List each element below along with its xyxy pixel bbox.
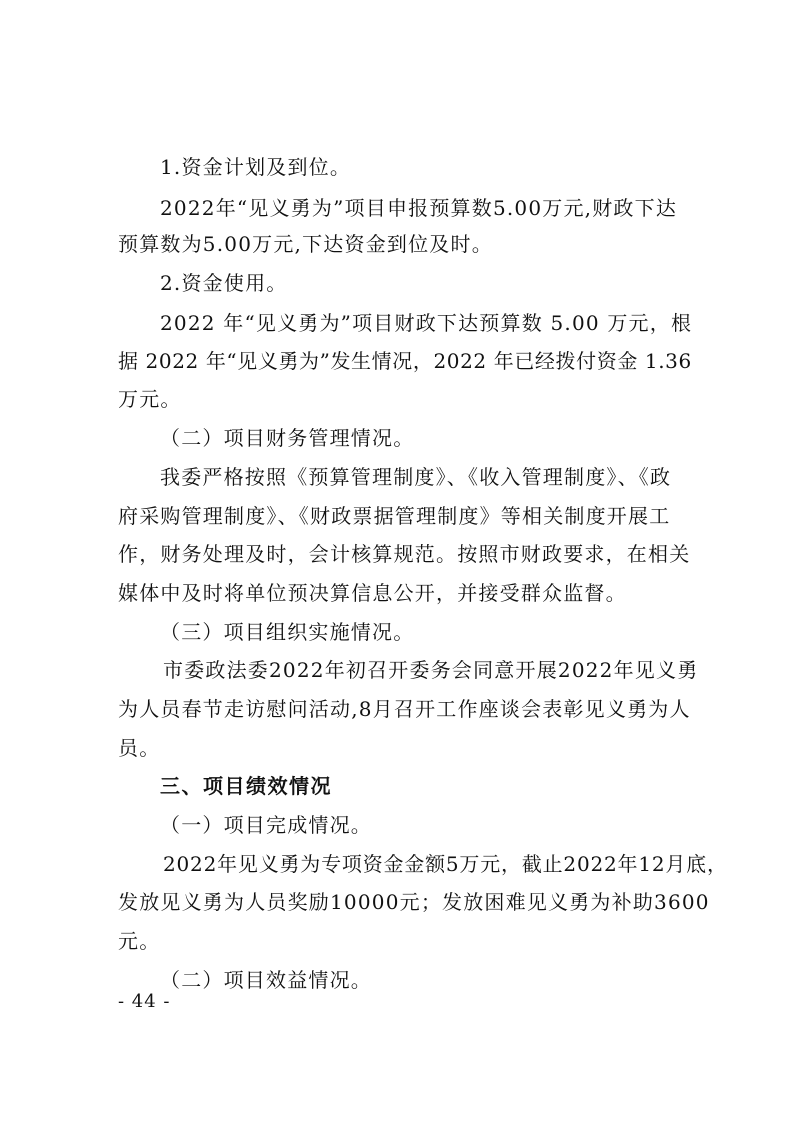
paragraph-line: 元。 xyxy=(118,929,161,953)
section-heading-financial-management: （二）项目财务管理情况。 xyxy=(160,426,415,450)
paragraph-line: 媒体中及时将单位预决算信息公开，并接受群众监督。 xyxy=(118,581,627,605)
paragraph-line: 2022年见义勇为专项资金金额5万元，截止2022年12月底， xyxy=(163,852,728,876)
section-heading-completion: （一）项目完成情况。 xyxy=(160,813,372,837)
paragraph-line: 府采购管理制度》、《财政票据管理制度》等相关制度开展工 xyxy=(118,504,671,528)
page-number: - 44 - xyxy=(118,991,171,1012)
paragraph-line: 市委政法委2022年初召开委务会同意开展2022年见义勇 xyxy=(163,658,699,682)
subsection-heading-funding-use: 2.资金使用。 xyxy=(160,271,288,295)
paragraph-line: 据 2022 年“见义勇为”发生情况，2022 年已经拨付资金 1.36 xyxy=(118,349,692,373)
paragraph-line: 为人员春节走访慰问活动,8月召开工作座谈会表彰见义勇为人 xyxy=(118,697,691,721)
section-heading-implementation: （三）项目组织实施情况。 xyxy=(160,620,415,644)
paragraph-line: 员。 xyxy=(118,736,161,760)
paragraph-line: 预算数为5.00万元,下达资金到位及时。 xyxy=(118,232,493,256)
paragraph-line: 我委严格按照《预算管理制度》、《收入管理制度》、《政 xyxy=(160,465,672,489)
section-heading-benefits: （二）项目效益情况。 xyxy=(160,968,372,992)
subsection-heading-funding-plan: 1.资金计划及到位。 xyxy=(160,155,352,179)
chapter-heading-performance: 三、项目绩效情况 xyxy=(160,774,332,798)
paragraph-line: 2022 年“见义勇为”项目财政下达预算数 5.00 万元，根 xyxy=(160,311,693,335)
paragraph-line: 2022年“见义勇为”项目申报预算数5.00万元,财政下达 xyxy=(160,196,678,220)
paragraph-line: 发放见义勇为人员奖励10000元；发放困难见义勇为补助3600 xyxy=(118,890,710,914)
paragraph-line: 万元。 xyxy=(118,387,182,411)
paragraph-line: 作，财务处理及时，会计核算规范。按照市财政要求，在相关 xyxy=(118,542,691,566)
